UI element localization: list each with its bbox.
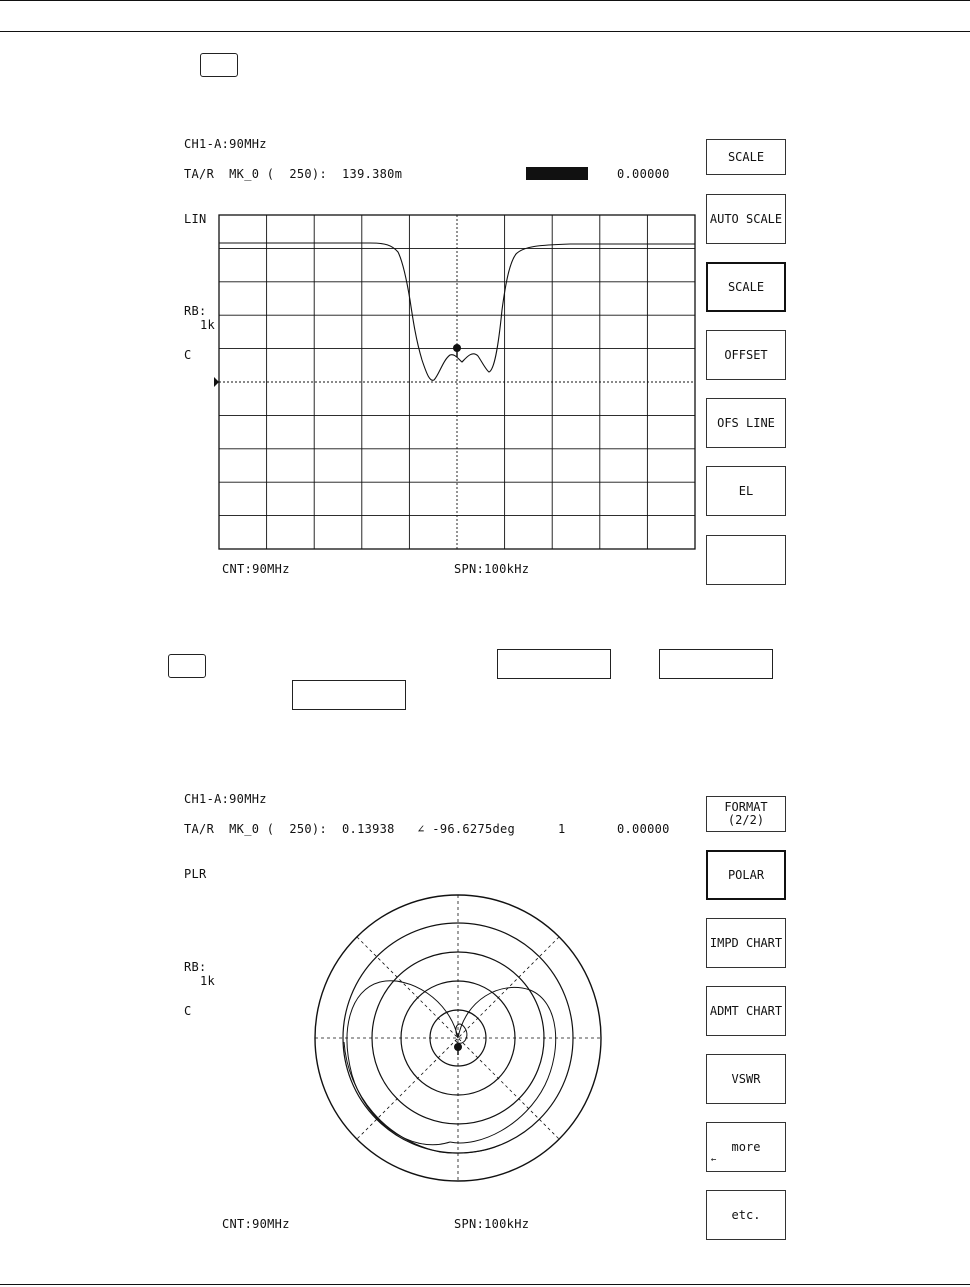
scale-softkey[interactable]: SCALE <box>706 262 786 312</box>
channel-label: CH1-A:90MHz <box>184 137 267 151</box>
more-label: more <box>731 1139 761 1154</box>
center-label: CNT:90MHz <box>222 1217 290 1231</box>
c-label: C <box>184 348 192 362</box>
softkey-title: SCALE <box>706 139 786 175</box>
offset-softkey[interactable]: OFFSET <box>706 330 786 380</box>
reference-pointer-icon <box>214 377 219 387</box>
panel-key-box <box>168 654 206 678</box>
footer-rule <box>0 1284 970 1285</box>
vswr-softkey[interactable]: VSWR <box>706 1054 786 1104</box>
marker-readout: TA/R MK_0 ( 250): 139.380m <box>184 167 403 181</box>
format-label: PLR <box>184 867 207 881</box>
marker-ref-value: 0.00000 <box>617 822 670 836</box>
lin-graph <box>210 210 700 555</box>
softkey-reference-box <box>497 649 611 679</box>
trace-polar <box>344 981 556 1153</box>
channel-label: CH1-A:90MHz <box>184 792 267 806</box>
left-arrow-icon: ← <box>711 1155 717 1165</box>
marker-icon <box>454 1043 462 1055</box>
span-label: SPN:100kHz <box>454 562 530 576</box>
etc-softkey[interactable]: etc. <box>706 1190 786 1240</box>
rb-value: 1k <box>200 974 216 988</box>
span-label: SPN:100kHz <box>454 1217 530 1231</box>
ofs-line-softkey[interactable]: OFS LINE <box>706 398 786 448</box>
rb-label: RB: <box>184 960 207 974</box>
rb-value: 1k <box>200 318 216 332</box>
auto-scale-softkey[interactable]: AUTO SCALE <box>706 194 786 244</box>
marker-readout: TA/R MK_0 ( 250): 0.13938 ∠ -96.6275deg <box>184 822 516 836</box>
blank-softkey[interactable] <box>706 535 786 585</box>
softkey-title: FORMAT (2/2) <box>706 796 786 832</box>
top-rule <box>0 0 970 1</box>
softkey-reference-box <box>292 680 406 710</box>
graticule-lines <box>219 215 695 549</box>
c-label: C <box>184 1004 192 1018</box>
marker-ref-value: 0.00000 <box>617 167 670 181</box>
rb-label: RB: <box>184 304 207 318</box>
panel-key-box <box>200 53 238 77</box>
impd-chart-softkey[interactable]: IMPD CHART <box>706 918 786 968</box>
format-label: LIN <box>184 212 207 226</box>
center-label: CNT:90MHz <box>222 562 290 576</box>
polar-softkey[interactable]: POLAR <box>706 850 786 900</box>
marker-highlight-block <box>526 167 588 180</box>
polar-chart <box>300 880 620 1200</box>
more-softkey[interactable] <box>706 1122 786 1172</box>
softkey-reference-box <box>659 649 773 679</box>
el-softkey[interactable]: EL <box>706 466 786 516</box>
admt-chart-softkey[interactable]: ADMT CHART <box>706 986 786 1036</box>
marker-index: 1 <box>558 822 566 836</box>
header-rule <box>0 31 970 32</box>
